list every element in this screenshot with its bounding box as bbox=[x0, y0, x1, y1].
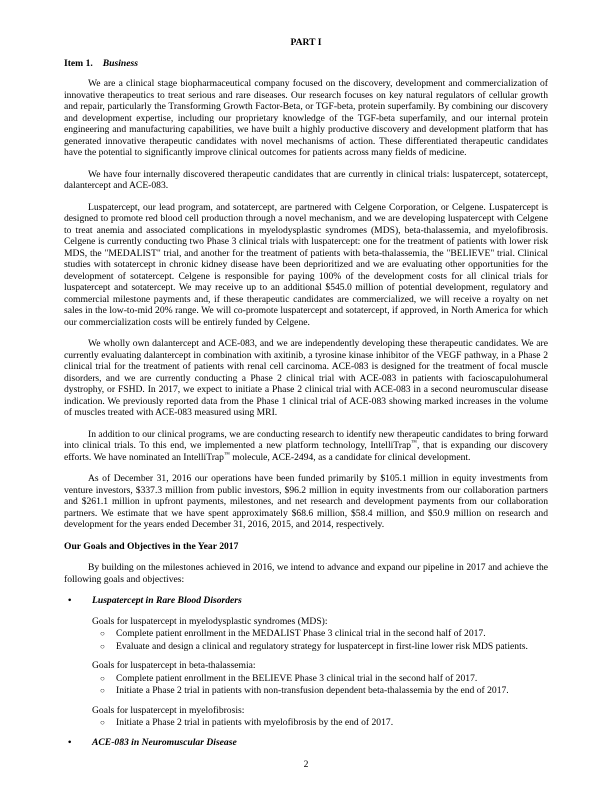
paragraph-wholly-owned: We wholly own dalantercept and ACE-083, and we are independently developing these therapeutic candidates. We are currently evaluating dalantercept in combination with axitinib, a tyrosine kinase inhibitor of the VEGF pathway, in a Phase 2 clinical trial for the treatment of patients with renal cell carcinoma. ACE-083 is designed for the treatment of focal muscle disorders, and we are currently conducting a Phase 2 clinical trial with ACE-083 in patients with facioscapulohumeral dystrophy, or FSHD. In 2017, we expect to initiate a Phase 2 clinical trial with ACE-083 in a second neuromuscular disease indication. We previously reported data from the Phase 1 clinical trial of ACE-083 showing marked increases in the volume of muscles treated with ACE-083 measured using MRI. bbox=[64, 338, 548, 418]
page-number: 2 bbox=[303, 759, 309, 770]
paragraph-funding: As of December 31, 2016 our operations have been funded primarily by $105.1 million in equity investments from venture investors, $337.3 million from public investors, $96.2 million in equity investments from our collaboration partners and $261.1 million in upfront payments, milestones, and net research and development payments from our collaboration partners. We estimate that we have spent approximately $68.6 million, $58.4 million, and $50.9 million on research and development for the years ended December 31, 2016, 2015, and 2014, respectively. bbox=[64, 473, 548, 530]
goal-item: ○ Initiate a Phase 2 trial in patients with myelofibrosis by the end of 2017. bbox=[100, 717, 394, 728]
goal-group-mds bbox=[64, 616, 548, 653]
goal-item: ○ Evaluate and design a clinical and regulatory strategy for luspatercept in first-line lower risk MDS patients. bbox=[100, 640, 528, 652]
trademark: ™ bbox=[411, 439, 417, 446]
section-heading-goals: Our Goals and Objectives in the Year 2017 bbox=[64, 540, 239, 552]
circle-bullet-icon: ○ bbox=[100, 629, 105, 638]
bullet-luspatercept: • Luspatercept in Rare Blood Disorders bbox=[68, 595, 242, 606]
paragraph-research: In addition to our clinical programs, we are conducting research to identify new therapeutic candidates to bring forward into clinical trials. To this end, we implemented a new platform technology, IntelliTrap™, that is expanding our discovery efforts. We have nominated an IntelliTrap™ molecule, ACE-2494, as a candidate for clinical development. bbox=[64, 428, 548, 463]
document-body bbox=[64, 37, 548, 757]
goal-item: ○ Complete patient enrollment in the BELIEVE Phase 3 clinical trial in the second half of 2017. bbox=[100, 672, 478, 684]
item-heading bbox=[64, 58, 548, 70]
paragraph-candidates: We have four internally discovered therapeutic candidates that are currently in clinical trials: luspatercept, sotatercept, dalantercept and ACE-083. bbox=[64, 168, 548, 191]
trademark: ™ bbox=[223, 451, 230, 458]
goal-group-myelofibrosis bbox=[64, 705, 548, 729]
goal-group-header: Goals for luspatercept in beta-thalassemia: bbox=[92, 660, 256, 671]
paragraph-goals-intro: By building on the milestones achieved in 2016, we intend to advance and expand our pipeline in 2017 and achieve the following goals and objectives: bbox=[64, 562, 548, 585]
goal-group-header: Goals for luspatercept in myelofibrosis: bbox=[92, 704, 245, 716]
circle-bullet-icon: ○ bbox=[100, 673, 105, 683]
circle-bullet-icon: ○ bbox=[100, 641, 105, 651]
item-title: Business bbox=[102, 57, 138, 69]
bullet-icon: • bbox=[68, 595, 72, 606]
bullet-icon: • bbox=[68, 736, 72, 748]
circle-bullet-icon: ○ bbox=[100, 718, 105, 727]
goal-item: ○ Complete patient enrollment in the MEDALIST Phase 3 clinical trial in the second half of 2017. bbox=[100, 628, 486, 639]
item-number: Item 1. bbox=[64, 57, 93, 69]
bullet-ace-083: • ACE-083 in Neuromuscular Disease bbox=[68, 736, 237, 748]
circle-bullet-icon: ○ bbox=[100, 686, 105, 695]
part-heading: PART I bbox=[290, 37, 322, 48]
goal-group-beta-thalassemia bbox=[64, 660, 548, 697]
goal-group-header: Goals for luspatercept in myelodysplastic syndromes (MDS): bbox=[92, 615, 328, 627]
goal-item: ○ Initiate a Phase 2 trial in patients with non-transfusion dependent beta-thalassemia by the end of 2017. bbox=[100, 685, 509, 696]
paragraph-overview: We are a clinical stage biopharmaceutical company focused on the discovery, development and commercialization of innovative therapeutics to treat serious and rare diseases. Our research focuses on key natural regulators of cellular growth and repair, particularly the Transforming Growth Factor-Beta, or TGF-beta, protein superfamily. By combining our discovery and development expertise, including our proprietary knowledge of the TGF-beta superfamily, and our internal protein engineering and manufacturing capabilities, we have built a highly productive discovery and development platform that has generated innovative therapeutic candidates with novel mechanisms of action. These differentiated therapeutic candidates have the potential to significantly improve clinical outcomes for patients across many fields of medicine. bbox=[64, 78, 548, 158]
paragraph-celgene: Luspatercept, our lead program, and sotatercept, are partnered with Celgene Corporation, or Celgene. Luspatercept is designed to promote red blood cell production through a novel mechanism, and we are developing luspatercept with Celgene to treat anemia and associated complications in myelodysplastic syndromes (MDS), beta-thalassemia, and myelofibrosis. Celgene is currently conducting two Phase 3 clinical trials with luspatercept: one for the treatment of patients with lower risk MDS, the "MEDALIST" trial, and another for the treatment of patients with beta-thalassemia, the "BELIEVE" trial. Clinical studies with sotatercept in chronic kidney disease have been deprioritized and we are evaluating other opportunities for the development of sotatercept. Celgene is responsible for paying 100% of the development costs for all clinical trials for luspatercept and sotatercept. We may receive up to an additional $545.0 million of potential development, regulatory and commercial milestone payments and, if these therapeutic candidates are commercialized, we will receive a royalty on net sales in the low-to-mid 20% range. We will co-promote luspatercept and sotatercept, if approved, in North America for which our commercialization costs will be entirely funded by Celgene. bbox=[64, 201, 548, 328]
